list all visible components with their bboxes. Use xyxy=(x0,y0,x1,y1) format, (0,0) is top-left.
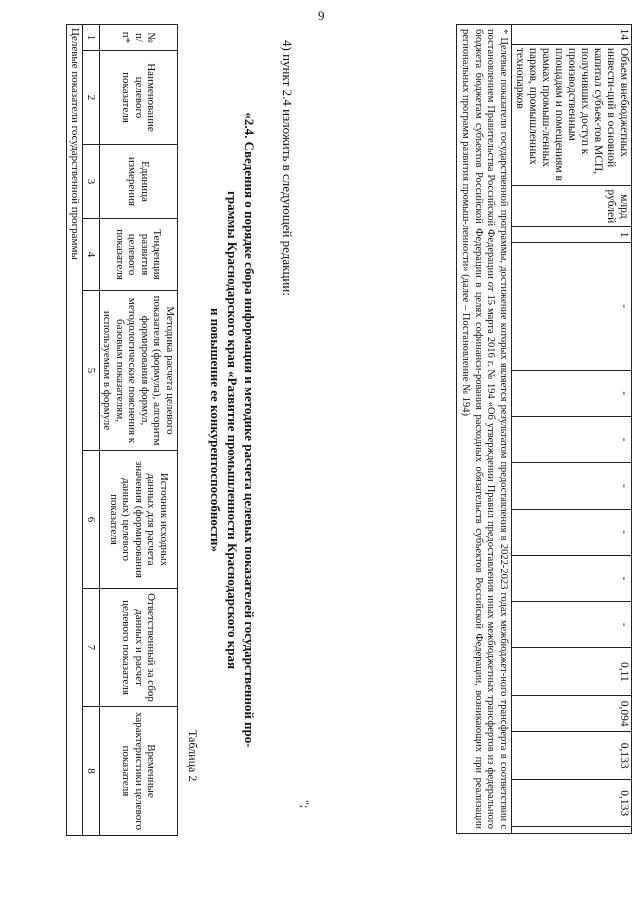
page-number: 9 xyxy=(318,8,325,23)
section-title-line: «2.4. Сведения о порядке сбора информации и методике расчета целевых показателей государственной про- xyxy=(242,112,257,748)
value-cell: 0,094 xyxy=(512,696,632,732)
section-title xyxy=(207,0,258,860)
column-number: 4 xyxy=(83,219,100,291)
column-number: 2 xyxy=(83,51,100,145)
value-cell: - xyxy=(512,509,632,555)
section-title-line: и повышение ее конкурентоспособности» xyxy=(208,307,223,553)
footnote: * Целевые показатели государственной программы, достижение которых является результатом предоставления в 2022-2023 годах межбюджет-ного трансферта в соответствии с постановлением Правительства Российской Федерации от 15 марта 2016 г. № 194 «Об утверждении Правил предоставления иных межбюджетных трансфертов из федерального бюджета бюджетам субъектов Российской Федерации в целях софинанси-рования расходных обязательств субъектов Российской Федерации, возникающих при реализации региональных программ развития промыш-ленности» (далее – Постановление № 194) xyxy=(457,25,512,834)
value-cell: - xyxy=(512,602,632,648)
column-number: 6 xyxy=(83,451,100,589)
section-row xyxy=(67,25,83,836)
column-header: Тенденция развития целевого показателя xyxy=(100,219,178,291)
value-cell: - xyxy=(512,417,632,463)
column-header: Временные характеристики целевого показателя xyxy=(100,707,178,836)
section-row-label: Целевые показатели государственной программы xyxy=(67,25,83,836)
value-cell: 0,133 xyxy=(512,780,632,827)
column-header: Источник исходных данных для расчета значения (формирования данных) целевого показателя xyxy=(100,451,178,589)
unit-cell: млрд рублей xyxy=(512,186,632,227)
column-header: Методика расчета целевого показателя (формула), алгоритм формирования формул, методологические пояснения к базовым показателям, используемым в формуле xyxy=(100,291,178,451)
header-row xyxy=(100,25,178,836)
column-number: 7 xyxy=(83,589,100,707)
section-title-line: граммы Краснодарского края «Развитие промышленности Краснодарского края xyxy=(225,191,240,669)
table-row xyxy=(512,25,632,834)
value-cell: 0,133 xyxy=(512,731,632,779)
empty-cell xyxy=(512,827,632,834)
column-header: Единица измерения xyxy=(100,145,178,219)
methodology-table xyxy=(67,24,179,836)
column-number: 3 xyxy=(83,145,100,219)
flag-cell: 1 xyxy=(512,227,632,243)
value-cell: - xyxy=(512,463,632,509)
footnote-row xyxy=(457,25,512,834)
indicator-name: Объем внебюджетных инвести-ций в основной капитал субъек-тов МСП, получивших доступ к производственным площадям и помещениям в рамках промыш-ленных парков, промышленных технопарков xyxy=(512,44,632,186)
column-number: 5 xyxy=(83,291,100,451)
value-cell: 0,11 xyxy=(512,648,632,696)
column-number: 1 xyxy=(83,25,100,51)
column-header: № п/п* xyxy=(100,25,178,51)
value-cell: - xyxy=(512,555,632,601)
closing-mark: "; xyxy=(298,800,312,809)
amendment-item: 4) пункт 2.4 изложить в следующей редакции: xyxy=(280,40,295,296)
column-number: 8 xyxy=(83,707,100,836)
value-cell: - xyxy=(512,370,632,416)
rotated-page xyxy=(40,0,640,860)
indicators-table-tail xyxy=(456,24,632,834)
table-label: Таблица 2 xyxy=(186,730,200,782)
number-row xyxy=(83,25,100,836)
column-header: Ответственный за сбор данных и расчет целевого показателя xyxy=(100,589,178,707)
value-cell: - xyxy=(512,242,632,370)
row-number: 14 xyxy=(512,25,632,45)
column-header: Наименование целевого показателя xyxy=(100,51,178,145)
